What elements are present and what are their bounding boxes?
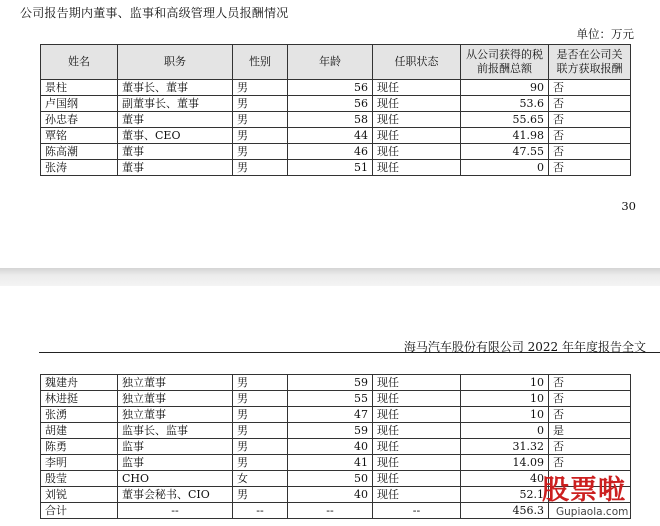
cell-position: 独立董事 [118,407,233,423]
cell-related-party: 否 [549,144,631,160]
cell-position: 董事长、董事 [118,80,233,96]
section-title: 公司报告期内董事、监事和高级管理人员报酬情况 [20,6,289,20]
table-row [41,439,631,455]
cell-name: 孙忠春 [41,112,118,128]
cell-status: 现任 [373,391,461,407]
cell-status: 现任 [373,160,461,176]
column-header: 是否在公司关联方获取报酬 [549,45,631,80]
cell-status: 现任 [373,375,461,391]
cell-status: 现任 [373,144,461,160]
cell-compensation: 47.55 [461,144,549,160]
cell-position: 董事会秘书、CIO [118,487,233,503]
cell-age: 58 [288,112,373,128]
cell-status: 现任 [373,487,461,503]
cell-gender: 男 [233,96,288,112]
cell-status: 现任 [373,112,461,128]
cell-compensation: 10 [461,391,549,407]
cell-age: 59 [288,375,373,391]
cell-name: 张涛 [41,160,118,176]
cell-status: -- [373,503,461,519]
cell-related-party: 否 [549,128,631,144]
table-row [41,407,631,423]
cell-status: 现任 [373,128,461,144]
cell-position: 独立董事 [118,375,233,391]
cell-gender: 男 [233,144,288,160]
cell-age: 56 [288,96,373,112]
cell-related-party: 是 [549,423,631,439]
cell-gender: 男 [233,375,288,391]
column-header: 性别 [233,45,288,80]
cell-status: 现任 [373,471,461,487]
cell-related-party: 否 [549,375,631,391]
cell-status: 现任 [373,80,461,96]
cell-compensation: 14.09 [461,455,549,471]
column-header: 姓名 [41,45,118,80]
cell-related-party: 否 [549,112,631,128]
cell-gender: 男 [233,455,288,471]
cell-name: 胡建 [41,423,118,439]
cell-age: 55 [288,391,373,407]
cell-status: 现任 [373,439,461,455]
cell-age: 51 [288,160,373,176]
watermark-logo [542,468,654,524]
cell-position: 副董事长、董事 [118,96,233,112]
cell-compensation: 55.65 [461,112,549,128]
cell-position: 监事 [118,455,233,471]
cell-age: 41 [288,455,373,471]
cell-gender: 女 [233,471,288,487]
cell-compensation: 40 [461,471,549,487]
cell-status: 现任 [373,96,461,112]
table-row [41,96,631,112]
cell-age: 40 [288,487,373,503]
cell-gender: 男 [233,112,288,128]
watermark-text: 股票啦 [542,475,626,506]
cell-name: 张湧 [41,407,118,423]
cell-compensation: 0 [461,160,549,176]
cell-name: 李明 [41,455,118,471]
column-header: 任职状态 [373,45,461,80]
cell-compensation: 0 [461,423,549,439]
cell-related-party: 否 [549,160,631,176]
table-row [41,423,631,439]
compensation-table-page1 [40,44,631,176]
cell-status: 现任 [373,407,461,423]
cell-gender: 男 [233,423,288,439]
cell-compensation: 41.98 [461,128,549,144]
cell-compensation: 456.3 [461,503,549,519]
cell-related-party: 否 [549,80,631,96]
report-running-header: 海马汽车股份有限公司 2022 年年度报告全文 [403,340,646,354]
cell-age: 47 [288,407,373,423]
cell-gender: 男 [233,128,288,144]
cell-position: 监事 [118,439,233,455]
unit-label: 单位：万元 [576,27,634,41]
cell-status: 现任 [373,455,461,471]
cell-name: 陈勇 [41,439,118,455]
cell-gender: 男 [233,160,288,176]
cell-position: 监事长、监事 [118,423,233,439]
table-row [41,128,631,144]
cell-status: 现任 [373,423,461,439]
cell-position: CHO [118,471,233,487]
cell-position: 董事 [118,144,233,160]
cell-name: 合计 [41,503,118,519]
watermark-url: Gupiaola.com [556,506,629,518]
cell-position: 董事 [118,160,233,176]
cell-age: 56 [288,80,373,96]
cell-name: 陈高潮 [41,144,118,160]
cell-compensation: 31.32 [461,439,549,455]
table-row [41,80,631,96]
cell-position: -- [118,503,233,519]
cell-age: -- [288,503,373,519]
cell-gender: 男 [233,391,288,407]
cell-name: 林进挺 [41,391,118,407]
cell-gender: 男 [233,487,288,503]
cell-position: 董事 [118,112,233,128]
cell-name: 景柱 [41,80,118,96]
cell-related-party: 否 [549,407,631,423]
cell-related-party: 否 [549,391,631,407]
cell-gender: 男 [233,80,288,96]
cell-age: 46 [288,144,373,160]
column-header: 从公司获得的税前报酬总额 [461,45,549,80]
cell-name: 魏建舟 [41,375,118,391]
column-header: 年龄 [288,45,373,80]
cell-related-party: 否 [549,96,631,112]
table-row [41,160,631,176]
cell-age: 40 [288,439,373,455]
table-row [41,391,631,407]
column-header: 职务 [118,45,233,80]
cell-age: 44 [288,128,373,144]
table-row [41,144,631,160]
cell-compensation: 53.6 [461,96,549,112]
table-header-row [41,45,631,80]
cell-name: 刘锐 [41,487,118,503]
cell-position: 董事、CEO [118,128,233,144]
cell-related-party: 否 [549,439,631,455]
cell-compensation: 10 [461,375,549,391]
cell-name: 卢国纲 [41,96,118,112]
cell-age: 50 [288,471,373,487]
cell-related-party: 否 [549,455,631,471]
cell-age: 59 [288,423,373,439]
cell-gender: 男 [233,407,288,423]
cell-name: 殷莹 [41,471,118,487]
page-number: 30 [621,199,636,213]
cell-gender: -- [233,503,288,519]
cell-compensation: 10 [461,407,549,423]
cell-name: 覃铭 [41,128,118,144]
table-row [41,375,631,391]
cell-gender: 男 [233,439,288,455]
cell-compensation: 90 [461,80,549,96]
cell-position: 独立董事 [118,391,233,407]
page-separator [0,268,660,286]
header-rule [39,352,660,353]
cell-compensation: 52.1 [461,487,549,503]
table-row [41,112,631,128]
